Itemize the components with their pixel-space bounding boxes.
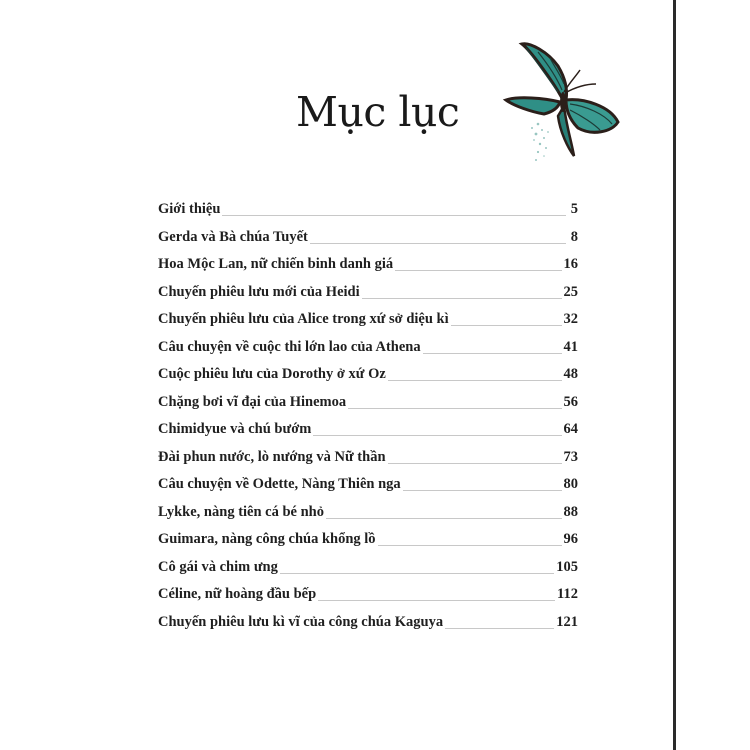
toc-leader-line: [313, 435, 561, 436]
toc-leader-line: [348, 408, 561, 409]
toc-page-number: 64: [563, 421, 578, 437]
toc-leader-line: [403, 490, 562, 491]
toc-entry-title: Chặng bơi vĩ đại của Hinemoa: [158, 393, 347, 410]
toc-leader-line: [388, 463, 562, 464]
toc-page-number: 88: [563, 503, 578, 520]
toc-entry-title: Chuyến phiêu lưu kì vĩ của công chúa Kaguya: [158, 613, 444, 630]
page-edge-line: [673, 0, 676, 750]
toc-entry[interactable]: [158, 530, 578, 558]
toc-leader-line: [222, 215, 566, 216]
toc-leader-line: [280, 573, 554, 574]
toc-entry-title: Hoa Mộc Lan, nữ chiến binh danh giá: [158, 256, 394, 272]
toc-entry[interactable]: [158, 283, 578, 311]
toc-leader-line: [395, 270, 561, 271]
toc-entry-title: Cuộc phiêu lưu của Dorothy ở xứ Oz: [158, 366, 386, 382]
toc-entry[interactable]: [158, 503, 578, 531]
toc-entry-title: Chuyến phiêu lưu mới của Heidi: [158, 283, 360, 300]
toc-entry-title: Chimidyue và chú bướm: [158, 421, 312, 437]
toc-entry-title: Lykke, nàng tiên cá bé nhỏ: [158, 503, 324, 520]
toc-entry-title: Guimara, nàng công chúa khổng lồ: [158, 531, 376, 547]
toc-entry[interactable]: [158, 255, 578, 283]
toc-entry[interactable]: [158, 420, 578, 448]
toc-leader-line: [318, 600, 555, 601]
toc-entry[interactable]: [158, 475, 578, 503]
toc-page-number: 56: [563, 393, 578, 410]
toc-entry[interactable]: [158, 310, 578, 338]
toc-leader-line: [445, 628, 554, 629]
toc-entry-title: Câu chuyện về Odette, Nàng Thiên nga: [158, 476, 401, 492]
toc-page-number: 121: [556, 613, 578, 630]
toc-leader-line: [362, 298, 562, 299]
toc-leader-line: [451, 325, 562, 326]
toc-entry-title: Giới thiệu: [158, 201, 221, 217]
butterfly-illustration: [500, 40, 625, 175]
toc-page-number: 73: [563, 448, 578, 465]
toc-entry-title: Đài phun nước, lò nướng và Nữ thần: [158, 448, 386, 465]
toc-leader-line: [388, 380, 562, 381]
toc-entry-title: Câu chuyện về cuộc thi lớn lao của Athena: [158, 338, 421, 355]
toc-leader-line: [378, 545, 562, 546]
toc-leader-line: [423, 353, 562, 354]
toc-page-number: 48: [563, 366, 578, 382]
toc-entry[interactable]: [158, 585, 578, 613]
toc-page-number: 105: [556, 558, 578, 575]
toc-entry-title: Céline, nữ hoàng đầu bếp: [158, 586, 317, 602]
toc-entry-title: Chuyến phiêu lưu của Alice trong xứ sở diệu kì: [158, 311, 449, 327]
toc-page-number: 5: [570, 201, 578, 217]
toc-entry[interactable]: [158, 393, 578, 421]
toc-entry-title: Cô gái và chim ưng: [158, 558, 278, 575]
table-of-contents: [158, 200, 578, 640]
toc-page-number: 41: [563, 338, 578, 355]
toc-page-number: 8: [570, 228, 578, 245]
toc-entry[interactable]: [158, 338, 578, 366]
toc-leader-line: [326, 518, 562, 519]
toc-page-number: 16: [563, 256, 578, 272]
toc-entry[interactable]: [158, 228, 578, 256]
toc-page-number: 96: [563, 531, 578, 547]
toc-entry-title: Gerda và Bà chúa Tuyết: [158, 228, 308, 245]
toc-entry[interactable]: [158, 448, 578, 476]
toc-entry[interactable]: [158, 365, 578, 393]
toc-page-number: 32: [563, 311, 578, 327]
toc-page-number: 112: [557, 586, 578, 602]
toc-page-number: 80: [563, 476, 578, 492]
toc-entry[interactable]: [158, 200, 578, 228]
toc-page-number: 25: [563, 283, 578, 300]
toc-leader-line: [310, 243, 566, 244]
page-title: Mục lục: [296, 88, 460, 136]
toc-entry[interactable]: [158, 558, 578, 586]
toc-entry[interactable]: [158, 613, 578, 641]
